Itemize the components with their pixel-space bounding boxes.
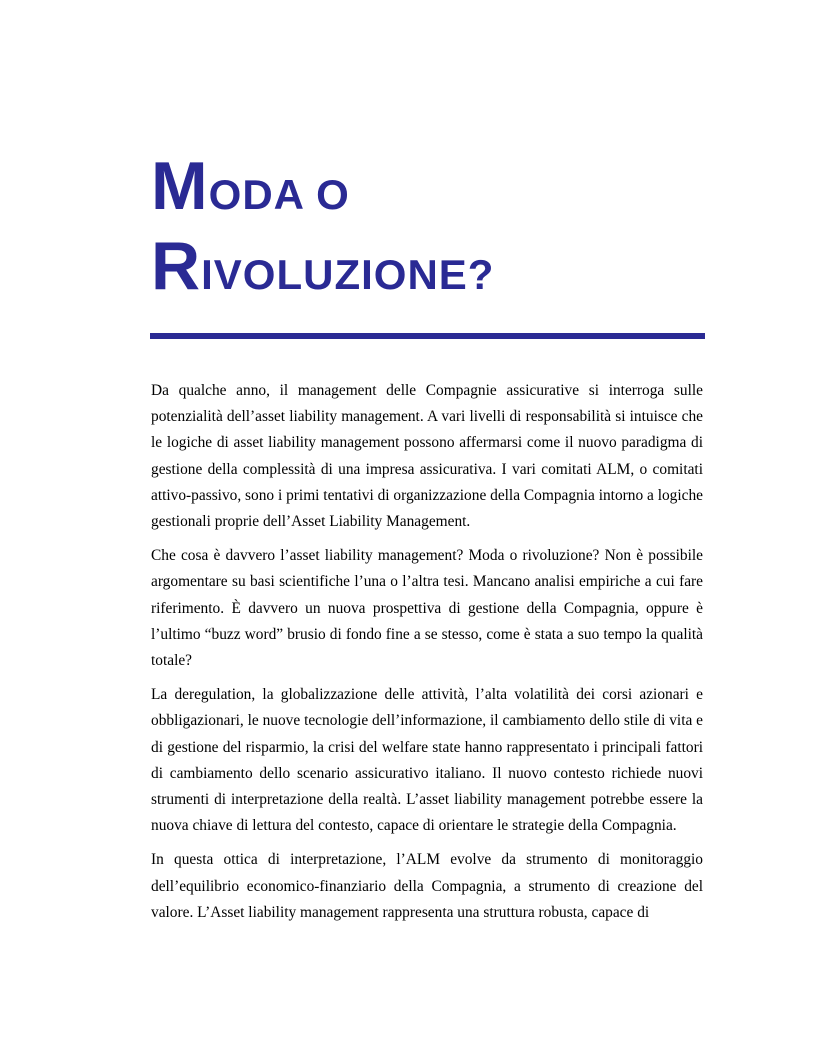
paragraph-1: Da qualche anno, il management delle Compagnie assicurative si interroga sulle potenzialità dell’asset liability management. A vari livelli di responsabilità si intuisce che le logiche di asset liability management possono affermarsi come il nuovo paradigma di gestione della complessità di una impresa assicurativa. I vari comitati ALM, o comitati attivo-passivo, sono i primi tentativi di organizzazione della Compagnia intorno a logiche gestionali proprie dell’Asset Liability Management. (151, 382, 703, 531)
title-line-1 (151, 148, 350, 224)
title-initial-m: M (151, 148, 209, 224)
title-rest-2: IVOLUZIONE? (201, 251, 495, 298)
paragraph-2: Che cosa è davvero l’asset liability management? Moda o rivoluzione? Non è possibile argomentare su basi scientifiche l’una o l’altra tesi. Mancano analisi empiriche a cui fare riferimento. È davvero un nuova prospettiva di gestione della Compagnia, oppure è l’ultimo “buzz word” brusio di fondo fine a se stesso, come è stata a suo tempo la qualità totale? (151, 547, 703, 670)
title-initial-r: R (151, 228, 202, 304)
title-divider (150, 333, 705, 339)
paragraph-3: La deregulation, la globalizzazione delle attività, l’alta volatilità dei corsi azionari e obbligazionari, le nuove tecnologie dell’informazione, il cambiamento dello stile di vita e di gestione del risparmio, la crisi del welfare state hanno rappresentato i principali fattori di cambiamento dello scenario assicurativo italiano. Il nuovo contesto richiede nuovi strumenti di interpretazione della realtà. L’asset liability management potrebbe essere la nuova chiave di lettura del contesto, capace di orientare le strategie della Compagnia. (151, 686, 703, 835)
body-text (151, 378, 703, 934)
title-rest-1: ODA O (208, 171, 350, 218)
title-line-2 (151, 228, 495, 304)
paragraph-4: In questa ottica di interpretazione, l’ALM evolve da strumento di monitoraggio dell’equilibrio economico-finanziario della Compagnia, a strumento di creazione del valore. L’Asset liability management rappresenta una struttura robusta, capace di (151, 851, 703, 921)
